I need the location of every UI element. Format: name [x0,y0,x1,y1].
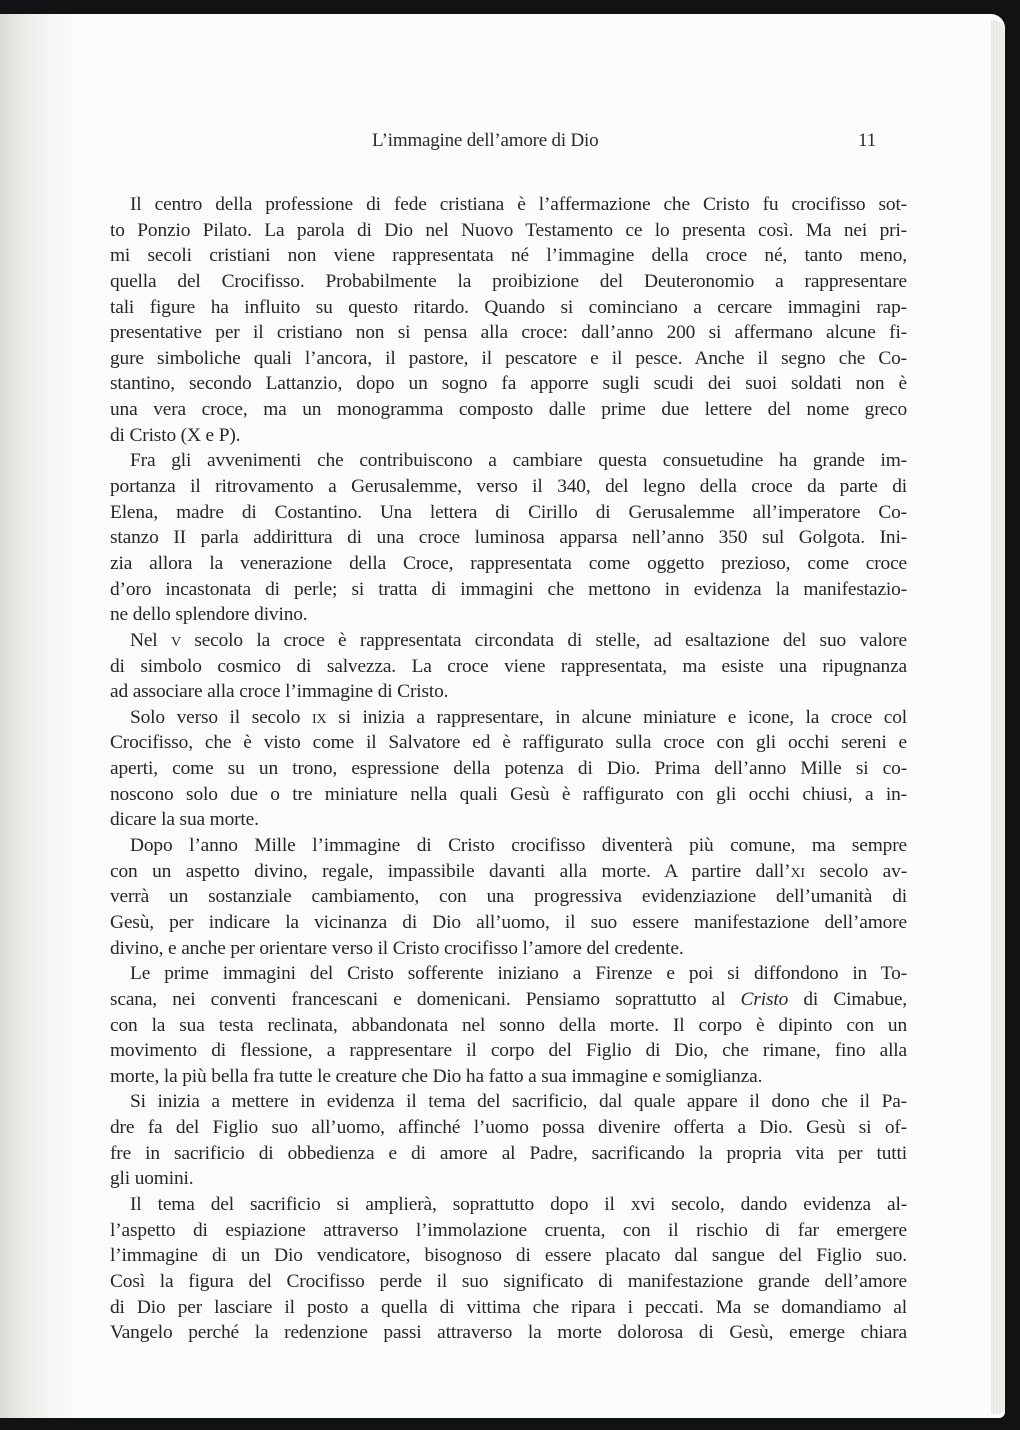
text-line: stanzo II parla addirittura di una croce luminosa apparsa nell’anno 350 sul Golgota. Ini- [110,527,907,549]
paragraph [110,1192,907,1346]
text-line: presentative per il cristiano non si pensa alla croce: dall’anno 200 si affermano alcune fi- [110,322,907,344]
text-line: dicare la sua morte. [110,809,259,831]
text-line: l’aspetto di espiazione attraverso l’immolazione cruenta, con il rischio di far emergere [110,1219,907,1241]
paragraph [110,1089,907,1192]
text-line: dre fa del Figlio suo all’uomo, affinché l’uomo possa divenire offerta a Dio. Gesù si of- [110,1117,907,1139]
text-line: fre in sacrificio di obbedienza e di amore al Padre, sacrificando la propria vita per tutti [110,1142,907,1164]
text-line: Si inizia a mettere in evidenza il tema del sacrificio, dal quale appare il dono che il Pa- [130,1091,907,1113]
text-line: di Dio per lasciare il posto a quella di vittima che ripara i peccati. Ma se domandiamo al [110,1296,907,1318]
text-line: Il tema del sacrificio si amplierà, soprattutto dopo il xvi secolo, dando evidenza al- [130,1193,907,1215]
text-line: una vera croce, ma un monogramma composto dalle prime due lettere del nome greco [110,399,907,421]
text-line: di Cristo (X e P). [110,424,241,446]
text-line: ad associare alla croce l’immagine di Cristo. [110,681,449,703]
text-line: noscono solo due o tre miniature nella quali Gesù è raffigurato con gli occhi chiusi, a in- [110,783,907,805]
text-line: Vangelo perché la redenzione passi attraverso la morte dolorosa di Gesù, emerge chiara [110,1322,907,1344]
text-line: ne dello splendore divino. [110,604,308,626]
text-line: con la sua testa reclinata, abbandonata nel sonno della morte. Il corpo è dipinto con un [110,1014,907,1036]
text-line: Elena, madre di Costantino. Una lettera di Cirillo di Gerusalemme all’imperatore Co- [110,501,907,523]
text-line: Il centro della professione di fede cristiana è l’affermazione che Cristo fu crocifisso sot- [130,194,907,215]
text-line: Così la figura del Crocifisso perde il suo significato di manifestazione grande dell’amore [110,1270,907,1292]
text-line: mi secoli cristiani non viene rappresentata né l’immagine della croce né, tanto meno, [110,245,907,267]
text-line: Nel v secolo la croce è rappresentata circondata di stelle, ad esaltazione del suo valore [130,629,907,651]
text-line: Le prime immagini del Cristo sofferente iniziano a Firenze e poi si diffondono in To- [130,963,907,985]
paragraph [110,192,907,448]
text-line: verrà un sostanziale cambiamento, con una progressiva evidenziazione dell’umanità di [110,886,907,908]
text-line: aperti, come su un trono, espressione della potenza di Dio. Prima dell’anno Mille si co- [110,758,907,780]
paragraph [110,961,907,1089]
text-line: Fra gli avvenimenti che contribuiscono a cambiare questa consuetudine ha grande im- [130,450,907,472]
text-line: Solo verso il secolo ix si inizia a rappresentare, in alcune miniature e icone, la croce col [130,706,907,728]
text-line: Crocifisso, che è visto come il Salvatore ed è raffigurato sulla croce con gli occhi sereni e [110,732,907,754]
paragraph [110,705,907,833]
text-line: to Ponzio Pilato. La parola di Dio nel Nuovo Testamento ce lo presenta così. Ma nei pri- [110,219,907,241]
page-edge [991,20,1005,1414]
body-text [110,192,907,1346]
text-line: con un aspetto divino, regale, impassibile davanti alla morte. A partire dall’xi secolo av- [110,860,907,882]
paragraph [110,448,907,627]
text-line: zia allora la venerazione della Croce, rappresentata come oggetto prezioso, come croce [110,552,907,574]
text-line: gli uomini. [110,1168,194,1190]
text-line: morte, la più bella fra tutte le creature che Dio ha fatto a sua immagine e somiglianza. [110,1065,763,1087]
text-line: d’oro incastonata di perle; si tratta di immagini che mettono in evidenza la manifestazio- [110,578,907,600]
text-line: stantino, secondo Lattanzio, dopo un sogno fa apporre sugli scudi dei suoi soldati non è [110,373,907,395]
text-line: divino, e anche per orientare verso il Cristo crocifisso l’amore del credente. [110,937,684,959]
text-line: Dopo l’anno Mille l’immagine di Cristo crocifisso diventerà più comune, ma sempre [130,835,907,857]
text-line: scana, nei conventi francescani e domenicani. Pensiamo soprattutto al Cristo di Cimabue, [110,988,907,1010]
text-line: di simbolo cosmico di salvezza. La croce viene rappresentata, ma esiste una ripugnanza [110,655,907,677]
text-line: movimento di flessione, a rappresentare il corpo del Figlio di Dio, che rimane, fino alla [110,1040,907,1062]
book-page [0,14,1005,1418]
text-line: quella del Crocifisso. Probabilmente la proibizione del Deuteronomio a rappresentare [110,270,907,292]
running-title: L’immagine dell’amore di Dio [372,130,599,151]
text-line: tali figure ha influito su questo ritardo. Quando si cominciano a cercare immagini rap- [110,296,907,318]
text-line: Gesù, per indicare la vicinanza di Dio all’uomo, il suo essere manifestazione dell’amore [110,911,907,933]
paragraph [110,628,907,705]
page-number: 11 [858,130,877,151]
text-line: gure simboliche quali l’ancora, il pastore, il pescatore e il pesce. Anche il segno che Co- [110,347,907,369]
paragraph [110,833,907,961]
text-line: portanza il ritrovamento a Gerusalemme, verso il 340, del legno della croce da parte di [110,476,907,498]
text-line: l’immagine di un Dio vendicatore, bisognoso di essere placato dal sangue del Figlio suo. [110,1245,907,1267]
